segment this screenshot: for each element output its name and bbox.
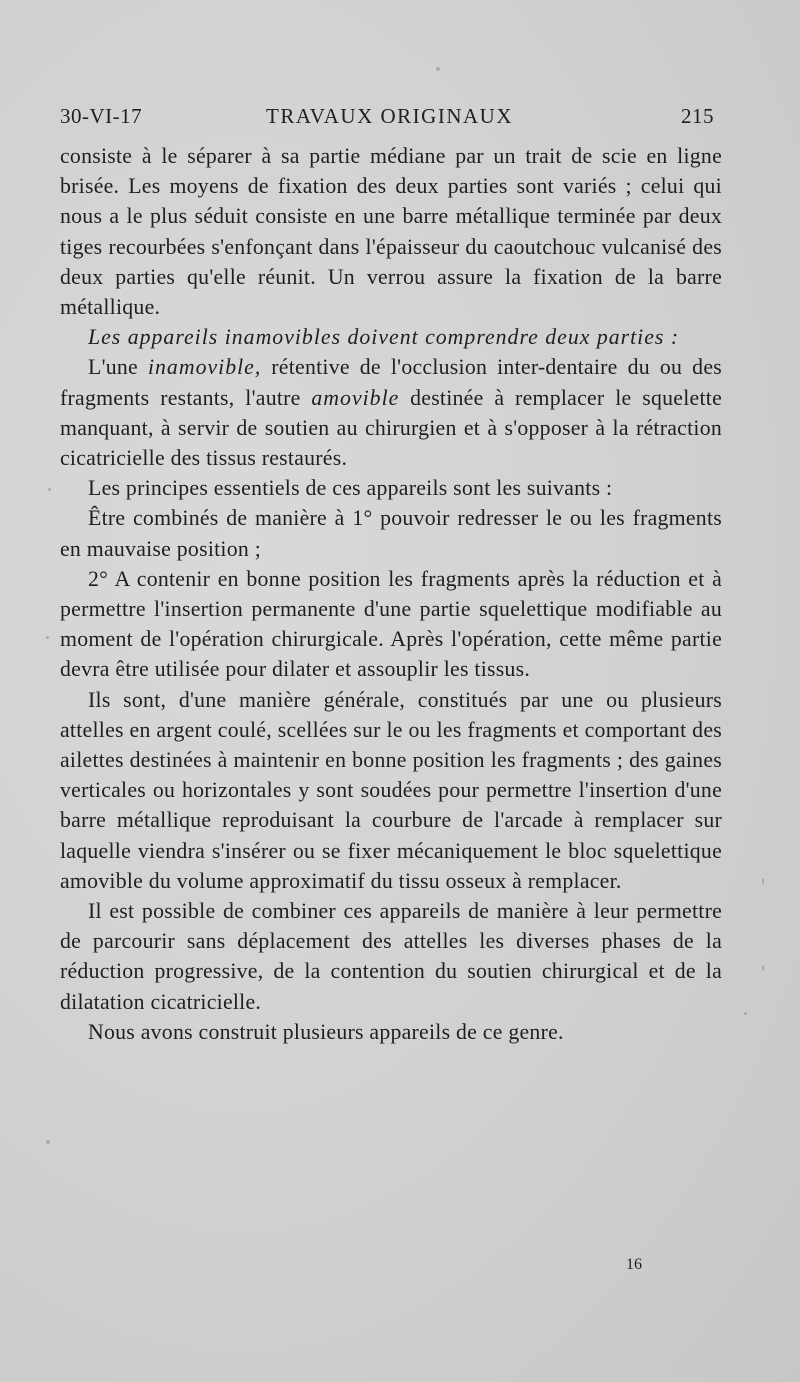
paragraph-4: Les principes essentiels de ces appareils sont les suivants : — [88, 476, 613, 501]
paper-speck — [46, 636, 49, 639]
paragraph-8: Il est possible de combiner ces appareils de manière à leur permettre de parcourir sans déplacement des attelles les diverses phases de la réduction progressive, de la contention du soutien chirurgical et de la dilatation cicatricielle. — [60, 899, 722, 1014]
paragraph-9: Nous avons construit plusieurs appareils de ce genre. — [88, 1019, 564, 1044]
emphasis-inamovible: inamovible, — [147, 355, 262, 380]
header-title: TRAVAUX ORIGINAUX — [266, 104, 513, 128]
paper-speck — [762, 878, 764, 884]
running-header — [60, 104, 714, 132]
page-body — [60, 141, 722, 1047]
header-date: 30-VI-17 — [60, 104, 143, 128]
paragraph-5: Être combinés de manière à 1° pouvoir redresser le ou les fragments en mauvaise position ; — [60, 506, 722, 561]
paper-speck — [436, 67, 440, 71]
paper-speck — [48, 488, 51, 491]
paragraph-7: Ils sont, d'une manière générale, constitués par une ou plusieurs attelles en argent coulé, scellées sur le ou les fragments et comportant des ailettes destinées à maintenir en bonne position les fragments ; des gaines verticales ou horizontales y sont soudées pour permettre l'insertion d'une barre métallique reproduisant la courbure de l'arcade à remplacer sur laquelle viendra s'insérer ou se fixer mécaniquement le bloc squelettique amovible du volume approximatif du tissu osseux à remplacer. — [60, 687, 722, 893]
page-number: 215 — [681, 104, 714, 128]
signature-mark: 16 — [626, 1256, 642, 1273]
emphasis-amovible: amovible — [311, 385, 400, 410]
paper-speck — [762, 965, 764, 971]
paper-speck — [46, 1140, 50, 1144]
paragraph-3-post: destinée à remplacer le squelette manquant, à servir de soutien au chirurgien et à s'opposer à la rétraction cicatricielle des tissus restaurés. — [60, 385, 722, 471]
paragraph-2-italic: Les appareils inamovibles doivent comprendre deux parties : — [88, 325, 680, 350]
paragraph-3-pre: L'une — [88, 355, 148, 380]
paragraph-3-mid: rétentive de l'occlusion inter-dentaire du ou des fragments restants, l'autre — [60, 355, 722, 410]
paragraph-1: consiste à le séparer à sa partie médiane par un trait de scie en ligne brisée. Les moyens de fixation des deux parties sont variés ; celui qui nous a le plus séduit consiste en une barre métallique terminée par deux tiges recourbées s'enfonçant dans l'épaisseur du caoutchouc vulcanisé des deux parties qu'elle réunit. Un verrou assure la fixation de la barre métallique. — [60, 144, 722, 320]
paragraph-3 — [60, 352, 722, 473]
paragraph-6: 2° A contenir en bonne position les fragments après la réduction et à permettre l'insertion permanente d'une partie squelettique modifiable au moment de l'opération chirurgicale. Après l'opération, cette même partie devra être utilisée pour dilater et assouplir les tissus. — [60, 566, 722, 682]
paper-speck — [744, 1012, 747, 1015]
